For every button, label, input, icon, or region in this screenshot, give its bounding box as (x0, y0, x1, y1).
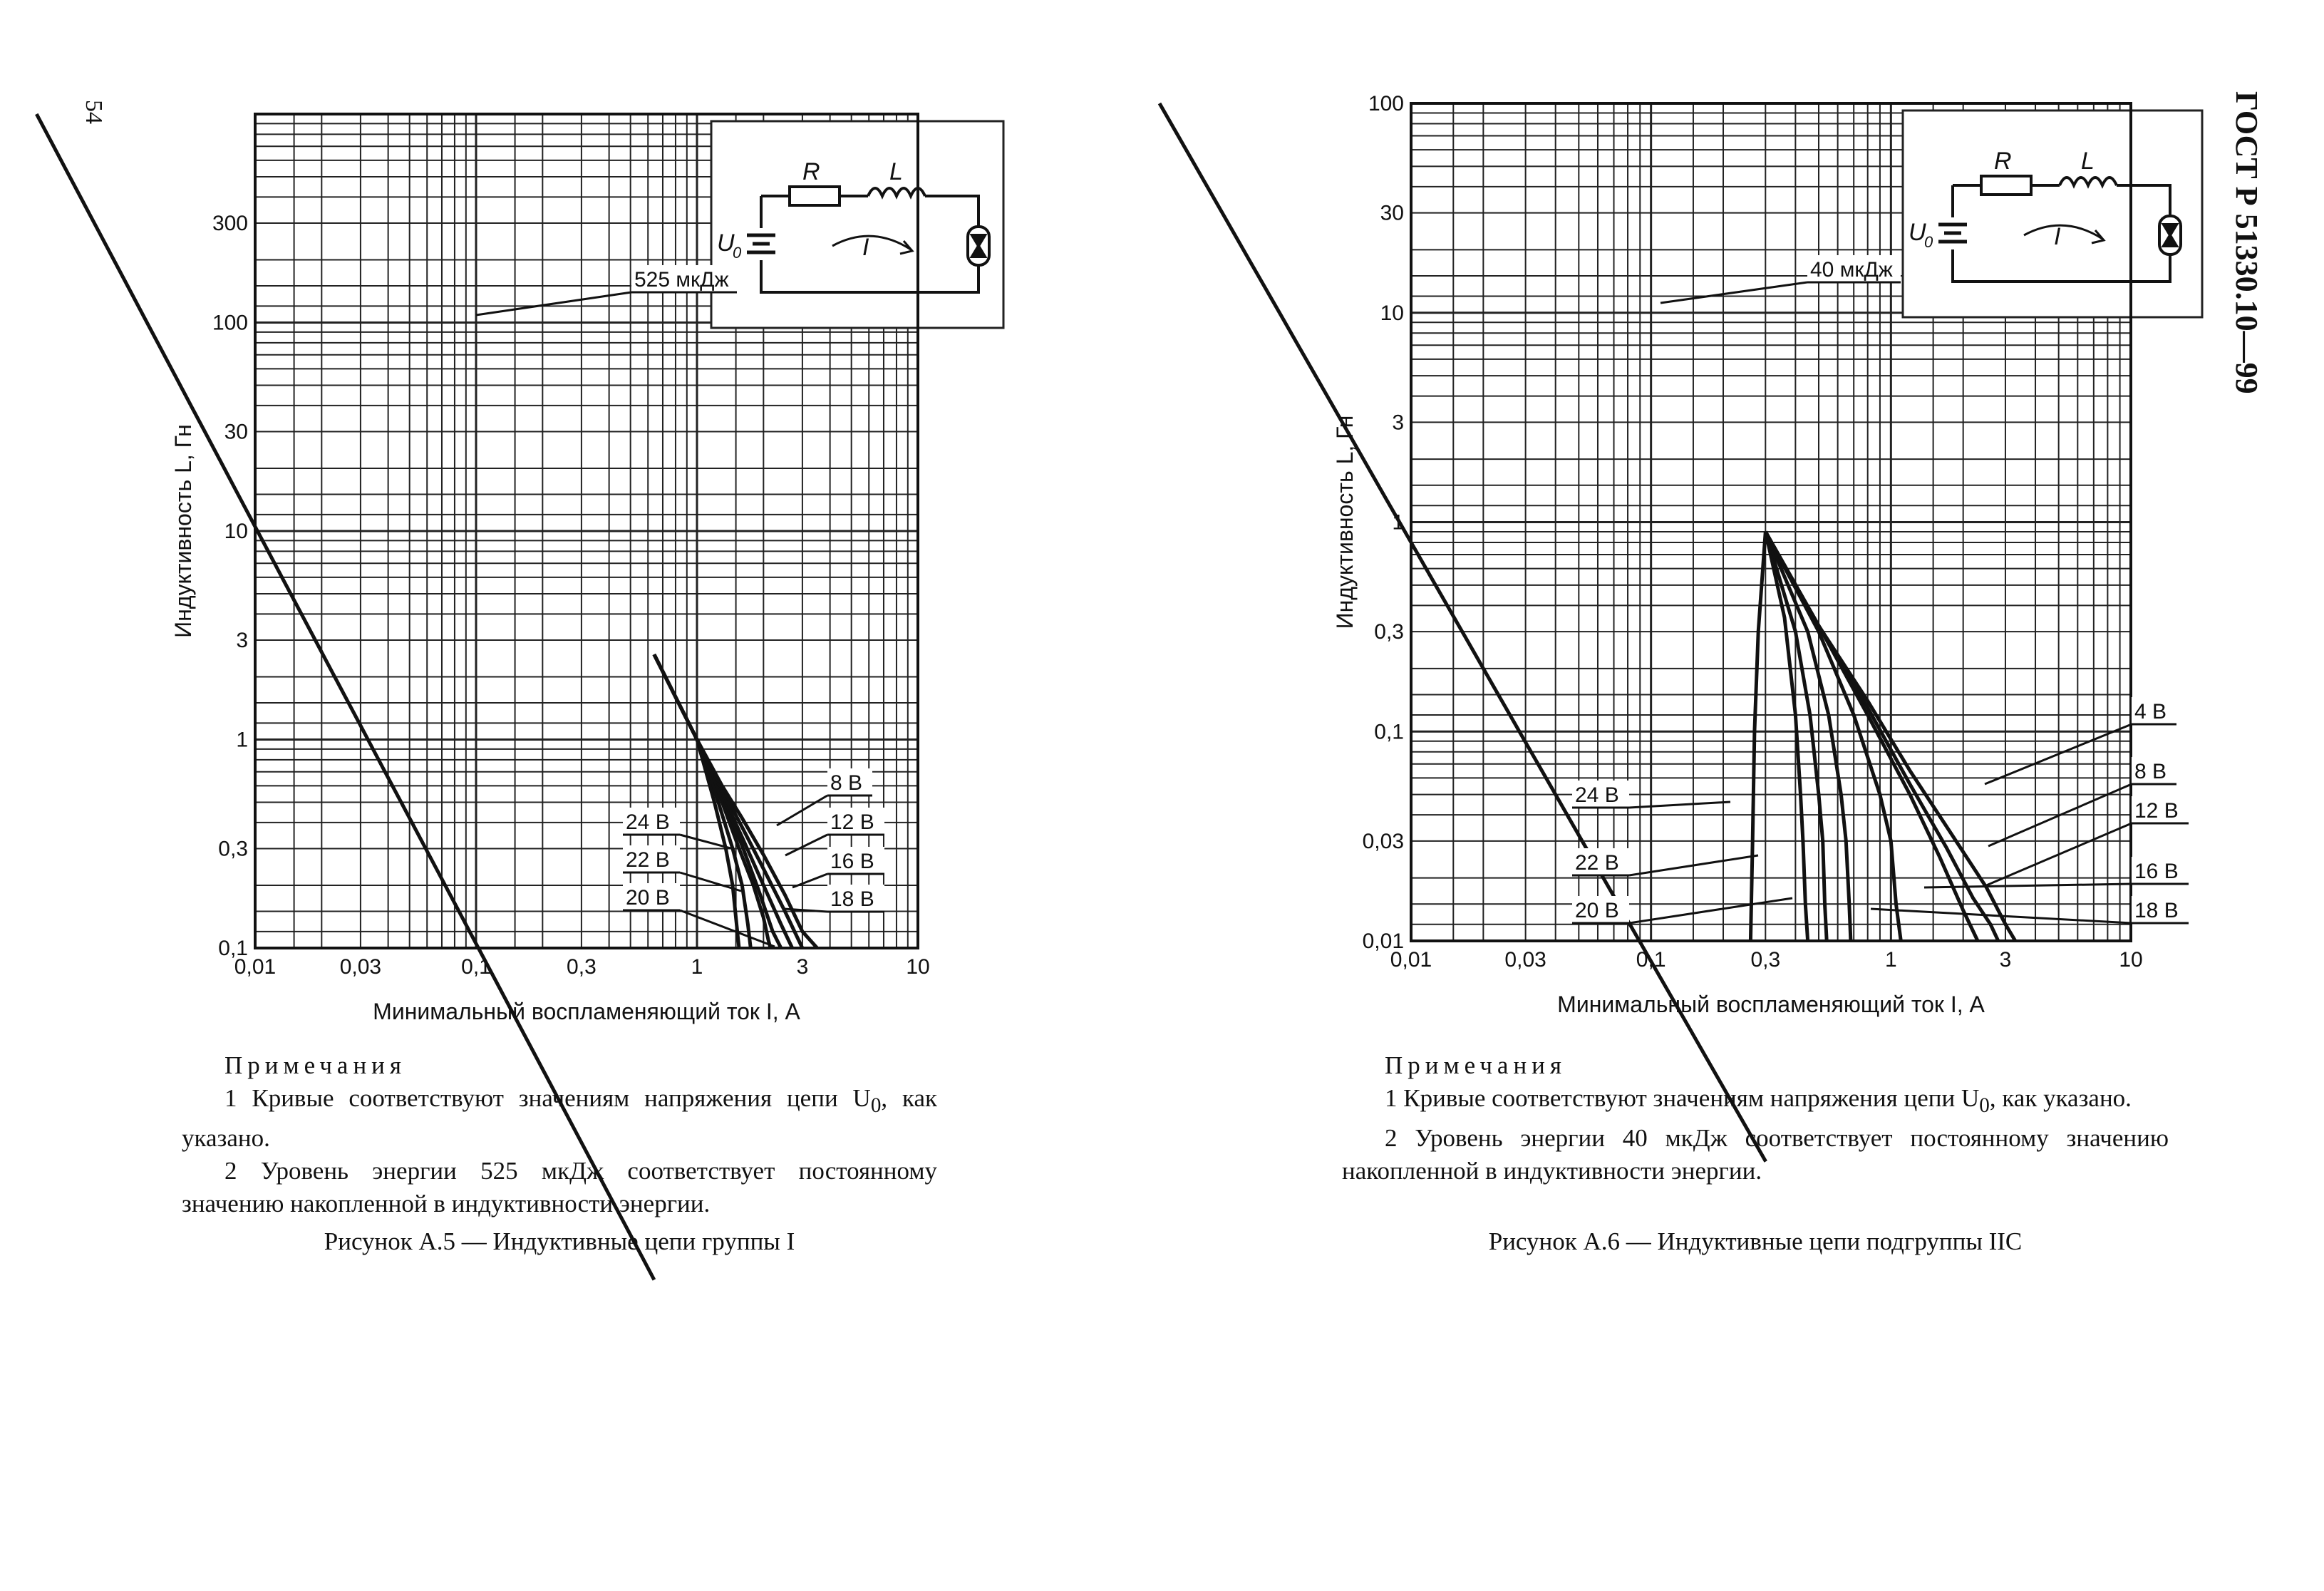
y-tick-label: 0,3 (1374, 620, 1404, 644)
y-tick-label: 100 (1368, 92, 1404, 115)
series-label-text: 22 В (1575, 851, 1619, 875)
y-tick-label: 300 (212, 211, 248, 235)
chart-figure-a5 (164, 107, 976, 1034)
figure-caption-a6: Рисунок А.6 — Индуктивные цепи подгруппы IIC (1488, 1227, 2023, 1255)
series-label-text: 4 В (2134, 700, 2167, 724)
circuit-frame (1903, 110, 2202, 317)
y-tick-label: 100 (212, 311, 248, 335)
energy-label-text: 525 мкДж (634, 268, 729, 292)
series-label-text: 8 В (2134, 760, 2167, 783)
circuit-diagram (711, 121, 1003, 328)
note-1-text: 1 Кривые соответствуют значениям напряжения цепи U (1385, 1084, 1980, 1112)
y-tick-label: 1 (236, 728, 248, 752)
note-1-tail: , как указано. (1989, 1084, 2132, 1112)
circuit-label-l: L (2081, 148, 2095, 175)
y-tick-label: 0,01 (1362, 930, 1404, 953)
y-tick-label: 3 (1392, 411, 1404, 435)
x-tick-label: 0,03 (339, 955, 382, 979)
figure-caption-a5: Рисунок А.5 — Индуктивные цепи группы I (324, 1227, 795, 1255)
resistor-icon (790, 187, 840, 205)
x-tick-label: 0,1 (1636, 948, 1666, 972)
y-axis-label: Индуктивность L, Гн (170, 424, 196, 638)
notes-a6 (1342, 1049, 2169, 1188)
circuit-label-r: R (802, 158, 820, 185)
series-label-text: 16 В (830, 850, 874, 873)
resistor-icon (1981, 176, 2031, 195)
chart-figure-a6 (1326, 92, 2195, 1034)
x-tick-label: 10 (2119, 948, 2143, 972)
series-label-text: 20 В (626, 886, 670, 910)
x-tick-label: 1 (1884, 948, 1897, 972)
series-label-text: 18 В (2134, 899, 2179, 922)
x-tick-label: 0,3 (567, 955, 597, 979)
y-tick-label: 0,3 (218, 837, 248, 861)
y-tick-label: 3 (236, 628, 248, 652)
y-tick-label: 0,1 (1374, 720, 1404, 744)
note-1-text: 1 Кривые соответствуют значениям напряжения цепи U (224, 1084, 871, 1112)
notes-title: Примечания (1385, 1051, 1567, 1079)
running-header: ГОСТ Р 51330.10—99 (2229, 91, 2264, 394)
notes-title: Примечания (224, 1051, 407, 1079)
circuit-label-r: R (1994, 148, 2012, 175)
series-label-text: 20 В (1575, 899, 1619, 922)
x-tick-label: 0,01 (234, 955, 277, 979)
y-tick-label: 10 (224, 520, 248, 543)
y-tick-label: 10 (1380, 301, 1404, 325)
y-tick-label: 30 (1380, 201, 1404, 225)
series-label-text: 22 В (626, 848, 670, 872)
y-tick-label: 0,1 (218, 937, 248, 960)
circuit-label-u-sub: 0 (733, 244, 742, 262)
y-axis-label: Индуктивность L, Гн (1332, 415, 1358, 629)
circuit-frame (711, 121, 1003, 328)
x-tick-label: 1 (691, 955, 703, 979)
series-label-text: 18 В (830, 887, 874, 911)
series-label-text: 8 В (830, 771, 863, 795)
x-axis-label: Минимальный воспламеняющий ток I, А (1557, 992, 1985, 1017)
note-1-subscript: 0 (1979, 1094, 1990, 1117)
x-axis-label: Минимальный воспламеняющий ток I, А (373, 999, 800, 1024)
series-label-text: 16 В (2134, 860, 2179, 883)
circuit-label-u: U (717, 230, 735, 257)
note-1 (1342, 1082, 2169, 1122)
note-1-subscript: 0 (870, 1094, 882, 1117)
x-tick-label: 0,03 (1504, 948, 1546, 972)
series-label-text: 24 В (626, 810, 670, 834)
y-tick-label: 0,03 (1362, 829, 1404, 853)
x-tick-label: 0,3 (1750, 948, 1781, 972)
x-tick-label: 0,1 (461, 955, 491, 979)
series-label-text: 12 В (2134, 799, 2179, 823)
note-2: 2 Уровень энергии 525 мкДж соответствует постоянному значению накопленной в индуктивности энергии. (182, 1157, 937, 1217)
note-1 (182, 1082, 937, 1155)
x-tick-label: 3 (1999, 948, 2012, 972)
circuit-diagram (1903, 110, 2202, 317)
y-tick-label: 30 (224, 420, 248, 444)
circuit-label-l: L (889, 158, 903, 185)
y-tick-label: 1 (1392, 510, 1404, 535)
series-label-text: 24 В (1575, 783, 1619, 807)
energy-label-text: 40 мкДж (1810, 258, 1893, 282)
circuit-label-u: U (1909, 219, 1926, 246)
note-2: 2 Уровень энергии 40 мкДж соответствует постоянному значению накопленной в индуктивности энергии. (1342, 1124, 2169, 1185)
circuit-label-u-sub: 0 (1924, 233, 1933, 251)
circuit-label-i: I (2054, 223, 2061, 250)
note-1-tail: , как указано. (182, 1084, 938, 1152)
circuit-label-i: I (862, 234, 869, 261)
page-number: 54 (81, 100, 107, 124)
x-tick-label: 3 (796, 955, 809, 979)
series-label-text: 12 В (830, 810, 874, 834)
x-tick-label: 0,01 (1390, 948, 1432, 972)
x-tick-label: 10 (906, 955, 930, 979)
notes-a5 (182, 1049, 937, 1220)
